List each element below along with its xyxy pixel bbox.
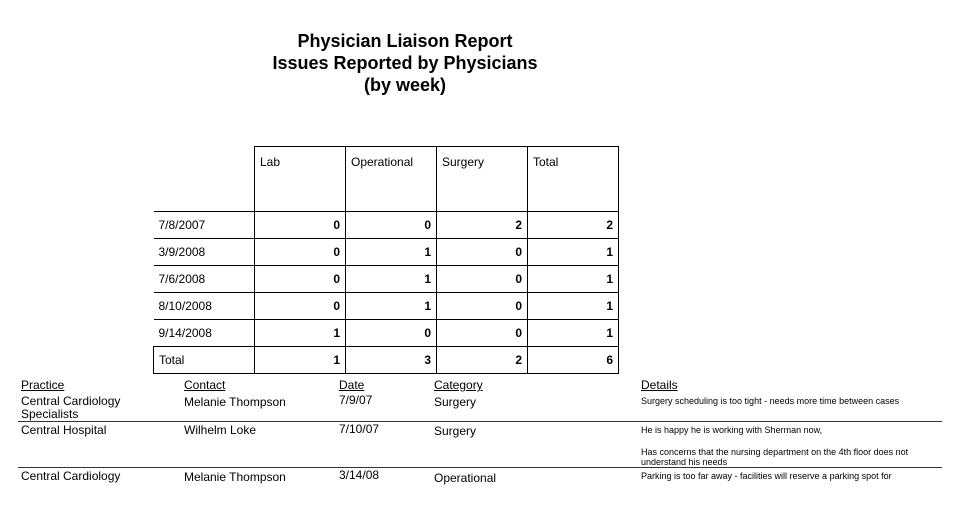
cell-total: 1 bbox=[528, 293, 619, 320]
crosstab-row bbox=[154, 239, 619, 266]
record-contact: Melanie Thompson bbox=[184, 470, 286, 484]
row-label: 9/14/2008 bbox=[154, 320, 255, 347]
row-label: 3/9/2008 bbox=[154, 239, 255, 266]
record-details: He is happy he is working with Sherman now, bbox=[641, 425, 823, 435]
record-date: 3/14/08 bbox=[339, 468, 380, 482]
record-date: 7/10/07 bbox=[339, 422, 380, 436]
record-practice: Central Cardiology Specialists bbox=[21, 394, 121, 421]
cell-lab: 0 bbox=[255, 239, 346, 266]
cell-total: 6 bbox=[528, 347, 619, 374]
row-label: 8/10/2008 bbox=[154, 293, 255, 320]
cell-surgery: 0 bbox=[437, 266, 528, 293]
col-header-operational: Operational bbox=[346, 147, 437, 212]
cell-lab: 0 bbox=[255, 266, 346, 293]
cell-total: 1 bbox=[528, 266, 619, 293]
record-contact: Melanie Thompson bbox=[184, 395, 286, 409]
crosstab-row bbox=[154, 212, 619, 239]
crosstab-row bbox=[154, 293, 619, 320]
record-practice: Central Cardiology bbox=[21, 469, 121, 483]
report-period: (by week) bbox=[363, 75, 447, 95]
cell-total: 1 bbox=[528, 320, 619, 347]
detail-header-category: Category bbox=[434, 378, 483, 392]
cell-operational: 0 bbox=[346, 212, 437, 239]
record-category: Surgery bbox=[434, 395, 477, 409]
crosstab-total-row bbox=[154, 347, 619, 374]
col-header-surgery: Surgery bbox=[437, 147, 528, 212]
cell-lab: 0 bbox=[255, 212, 346, 239]
cell-surgery: 0 bbox=[437, 239, 528, 266]
cell-total: 1 bbox=[528, 239, 619, 266]
crosstab-row bbox=[154, 266, 619, 293]
cell-surgery: 0 bbox=[437, 320, 528, 347]
row-label: 7/6/2008 bbox=[154, 266, 255, 293]
detail-header-details: Details bbox=[641, 378, 678, 392]
row-label: Total bbox=[154, 347, 255, 374]
crosstab-row bbox=[154, 320, 619, 347]
cell-lab: 1 bbox=[255, 347, 346, 374]
cell-operational: 3 bbox=[346, 347, 437, 374]
cell-operational: 0 bbox=[346, 320, 437, 347]
record-divider bbox=[18, 467, 942, 468]
record-details: Has concerns that the nursing department on the 4th floor does not understand his needs bbox=[641, 447, 909, 467]
row-label: 7/8/2007 bbox=[154, 212, 255, 239]
cell-total: 2 bbox=[528, 212, 619, 239]
col-header-total: Total bbox=[528, 147, 619, 212]
detail-header-practice: Practice bbox=[21, 378, 65, 392]
record-contact: Wilhelm Loke bbox=[184, 423, 257, 437]
cell-lab: 1 bbox=[255, 320, 346, 347]
record-divider bbox=[18, 421, 942, 422]
report-subtitle: Issues Reported by Physicians bbox=[272, 53, 538, 73]
report-title: Physician Liaison Report bbox=[297, 31, 513, 51]
record-details: Surgery scheduling is too tight - needs more time between cases bbox=[641, 396, 900, 406]
detail-header-date: Date bbox=[339, 378, 365, 392]
cell-surgery: 0 bbox=[437, 293, 528, 320]
crosstab-header-row bbox=[154, 147, 619, 212]
cell-surgery: 2 bbox=[437, 347, 528, 374]
cell-lab: 0 bbox=[255, 293, 346, 320]
record-date: 7/9/07 bbox=[339, 393, 373, 407]
crosstab-corner bbox=[154, 147, 255, 212]
issues-crosstab bbox=[153, 146, 619, 374]
cell-surgery: 2 bbox=[437, 212, 528, 239]
detail-header-contact: Contact bbox=[184, 378, 226, 392]
report-title-block bbox=[0, 30, 810, 96]
record-category: Operational bbox=[434, 471, 497, 485]
cell-operational: 1 bbox=[346, 293, 437, 320]
col-header-lab: Lab bbox=[255, 147, 346, 212]
record-category: Surgery bbox=[434, 424, 477, 438]
record-practice: Central Hospital bbox=[21, 423, 107, 437]
cell-operational: 1 bbox=[346, 266, 437, 293]
record-details: Parking is too far away - facilities will reserve a parking spot for bbox=[641, 471, 892, 481]
cell-operational: 1 bbox=[346, 239, 437, 266]
